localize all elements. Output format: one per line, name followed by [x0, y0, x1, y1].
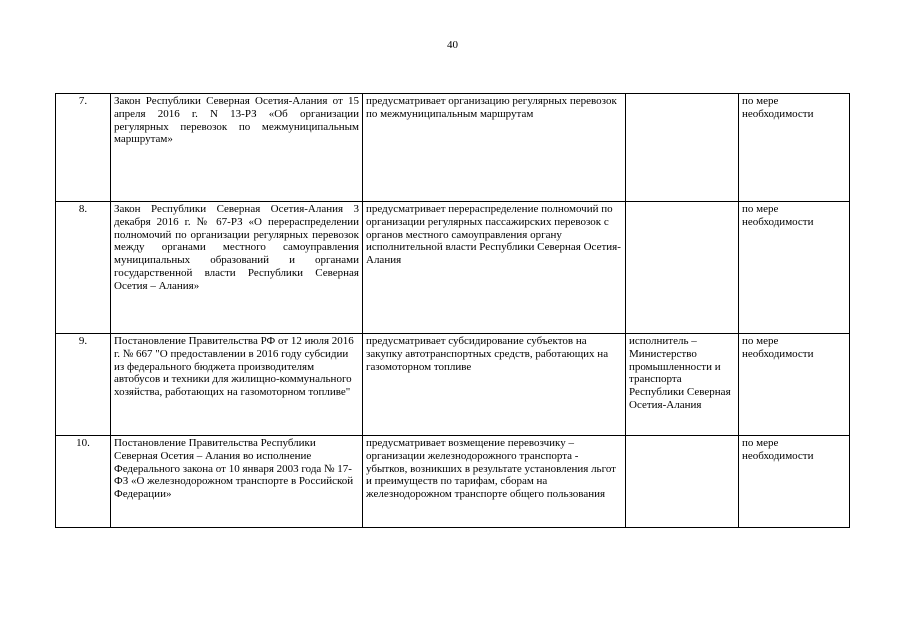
term-cell: по мере необходимости [739, 94, 850, 202]
table-row [56, 94, 850, 202]
row-number: 8. [56, 202, 111, 334]
provision-cell: предусматривает перераспределение полномочий по организации регулярных пассажирских перевозок с органов местного самоуправления органу исполнительной власти Республики Северная Осетия-Алания [363, 202, 626, 334]
legal-act-cell: Постановление Правительства РФ от 12 июля 2016 г. № 667 "О предоставлении в 2016 году субсидии из федерального бюджета производителям автобусов и техники для жилищно-коммунального хозяйства, работающих на газомоторном топливе" [111, 334, 363, 436]
executor-cell: исполнитель – Министерство промышленности и транспорта Республики Северная Осетия-Алания [626, 334, 739, 436]
executor-cell [626, 202, 739, 334]
executor-cell [626, 94, 739, 202]
provision-cell: предусматривает организацию регулярных перевозок по межмуниципальным маршрутам [363, 94, 626, 202]
legal-act-cell: Закон Республики Северная Осетия-Алания 3 декабря 2016 г. № 67-РЗ «О перераспределении полномочий по организации регулярных перевозок между органами местного самоуправления муниципальных образований и органами государственной власти Республики Северная Осетия – Алания» [111, 202, 363, 334]
provision-cell: предусматривает субсидирование субъектов на закупку автотранспортных средств, работающих на газомоторном топливе [363, 334, 626, 436]
row-number: 7. [56, 94, 111, 202]
table-row [56, 436, 850, 528]
row-number: 9. [56, 334, 111, 436]
term-cell: по мере необходимости [739, 436, 850, 528]
row-number: 10. [56, 436, 111, 528]
executor-cell [626, 436, 739, 528]
legal-act-cell: Постановление Правительства Республики Северная Осетия – Алания во исполнение Федерального закона от 10 января 2003 года № 17-ФЗ «О железнодорожном транспорте в Российской Федерации» [111, 436, 363, 528]
term-cell: по мере необходимости [739, 334, 850, 436]
term-cell: по мере необходимости [739, 202, 850, 334]
page-number: 40 [447, 39, 458, 51]
legal-act-cell: Закон Республики Северная Осетия-Алания от 15 апреля 2016 г. N 13-РЗ «Об организации регулярных перевозок по межмуниципальным маршрутам» [111, 94, 363, 202]
measures-table [55, 93, 850, 528]
provision-cell: предусматривает возмещение перевозчику – организации железнодорожного транспорта - убытков, возникших в результате установления льгот и преимуществ по тарифам, сборам на железнодорожном транспорте общего пользования [363, 436, 626, 528]
table-row [56, 334, 850, 436]
table-row [56, 202, 850, 334]
